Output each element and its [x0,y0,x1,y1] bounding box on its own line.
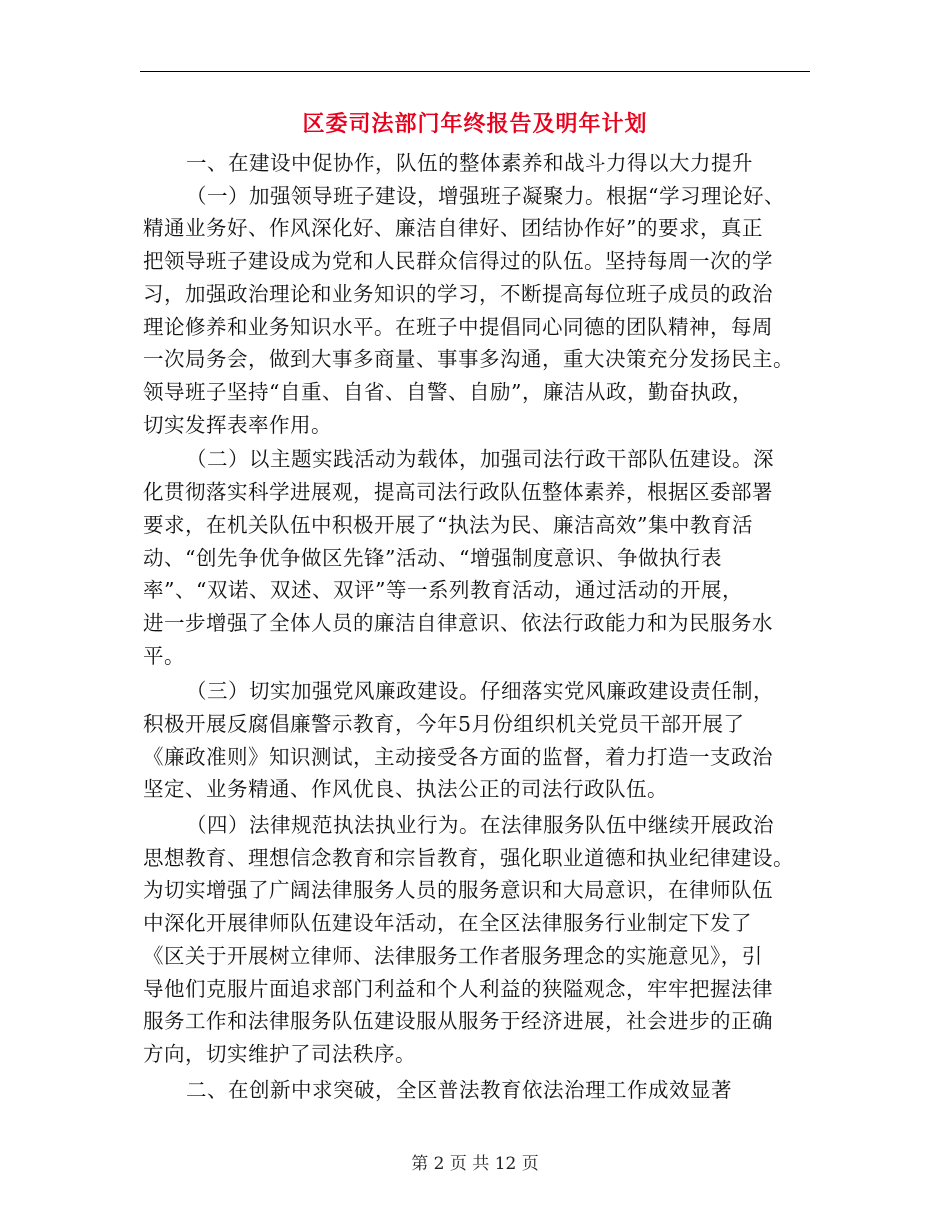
page-number: 第 2 页 共 12 页 [411,1154,539,1174]
body-line: （二）以主题实践活动为载体，加强司法行政干部队伍建设。深 [186,447,774,471]
body-line: （三）切实加强党风廉政建设。仔细落实党风廉政建设责任制， [186,679,774,703]
body-line: 精通业务好、作风深化好、廉洁自律好、团结协作好”的要求，真正 [143,216,763,240]
body-line: 理论修养和业务知识水平。在班子中提倡同心同德的团队精神，每周 [143,315,773,339]
body-line: 动、“创先争优争做区先锋”活动、“增强制度意识、争做执行表 [143,546,722,570]
body-line: 习，加强政治理论和业务知识的学习，不断提高每位班子成员的政治 [143,282,773,306]
body-line: 《廉政准则》知识测试，主动接受各方面的监督，着力打造一支政治 [143,745,773,769]
body-line: 中深化开展律师队伍建设年活动，在全区法律服务行业制定下发了 [143,911,752,935]
body-line: 积极开展反腐倡廉警示教育，今年5月份组织机关党员干部开展了 [143,712,745,736]
body-line: 服务工作和法律服务队伍建设服从服务于经济进展，社会进步的正确 [143,1009,773,1033]
body-line: （一）加强领导班子建设，增强班子凝聚力。根据“学习理论好、 [186,184,785,208]
body-line: 化贯彻落实科学进展观，提高司法行政队伍整体素养，根据区委部署 [143,480,773,504]
document-title: 区委司法部门年终报告及明年计划 [302,111,648,137]
body-line: 进一步增强了全体人员的廉洁自律意识、依法行政能力和为民服务水 [143,611,773,635]
body-line: （四）法律规范执法执业行为。在法律服务队伍中继续开展政治 [186,813,774,837]
body-line: 一、在建设中促协作，队伍的整体素养和战斗力得以大力提升 [186,151,753,175]
body-line: 思想教育、理想信念教育和宗旨教育，强化职业道德和执业纪律建设。 [143,846,794,870]
body-line: 把领导班子建设成为党和人民群众信得过的队伍。坚持每周一次的学 [143,249,773,273]
body-line: 方向，切实维护了司法秩序。 [143,1042,416,1066]
body-line: 率”、“双诺、双述、双评”等一系列教育活动，通过活动的开展， [143,578,743,602]
body-line: 一次局务会，做到大事多商量、事事多沟通，重大决策充分发扬民主。 [143,347,794,371]
header-rule [140,71,810,72]
body-line: 领导班子坚持“自重、自省、自警、自励”，廉洁从政，勤奋执政， [143,380,753,404]
body-line: 为切实增强了广阔法律服务人员的服务意识和大局意识，在律师队伍 [143,878,773,902]
body-line: 导他们克服片面追求部门利益和个人利益的狭隘观念，牢牢把握法律 [143,977,773,1001]
body-line: 切实发挥表率作用。 [143,413,332,437]
body-line: 坚定、业务精通、作风优良、执法公正的司法行政队伍。 [143,777,668,801]
body-line: 平。 [143,644,185,668]
body-line: 要求，在机关队伍中积极开展了“执法为民、廉洁高效”集中教育活 [143,513,753,537]
body-line: 二、在创新中求突破，全区普法教育依法治理工作成效显著 [186,1078,732,1102]
body-line: 《区关于开展树立律师、法律服务工作者服务理念的实施意见》，引 [143,944,763,968]
